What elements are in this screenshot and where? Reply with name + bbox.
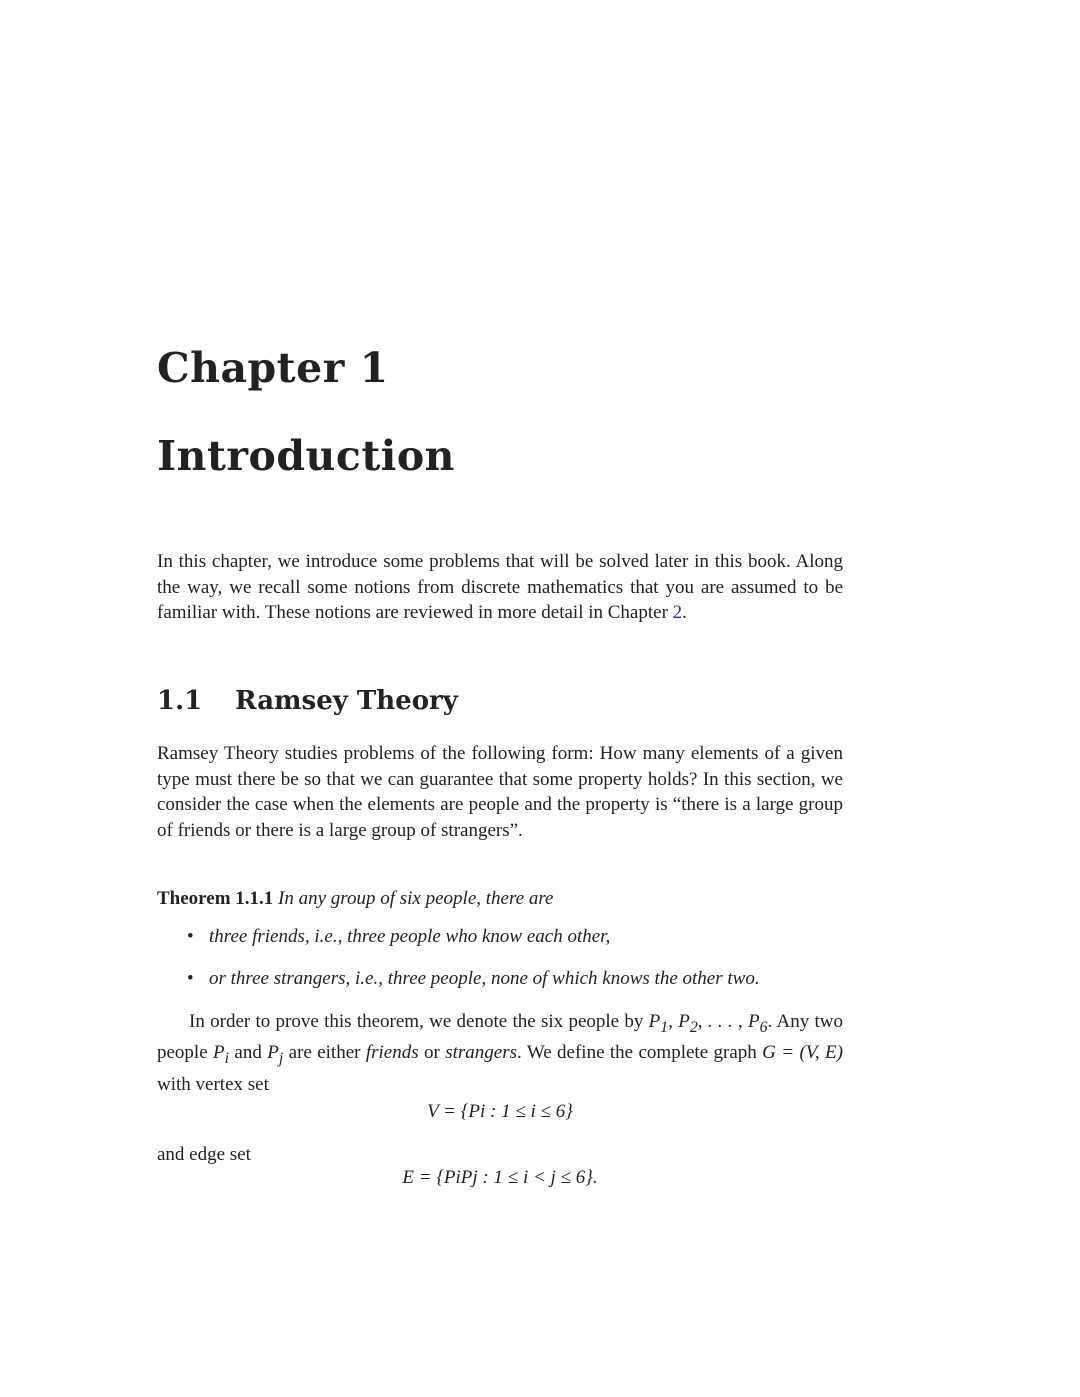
section-heading — [157, 686, 458, 716]
intro-paragraph — [157, 549, 843, 626]
intro-end: . — [682, 602, 687, 624]
edge-set-label: and edge set — [157, 1144, 251, 1165]
chapter-label: Chapter 1 — [157, 344, 389, 392]
intro-text: In this chapter, we introduce some problems that will be solved later in this book. Along the way, we recall some notions from discrete mathematics that you are assumed to be familiar with. These notions are reviewed in more detail in Chapter — [157, 551, 843, 624]
section-number: 1.1 — [157, 686, 203, 716]
proof-text: and — [229, 1042, 268, 1064]
edge-set-equation: E = {PiPj : 1 ≤ i < j ≤ 6}. — [402, 1167, 598, 1188]
list-item — [187, 966, 843, 992]
section-title: Ramsey Theory — [235, 686, 458, 716]
math-people-list: $P_1$, $P_2$, . . . , $P_6$ — [648, 1011, 768, 1036]
bullet-icon: • — [187, 926, 194, 947]
chapter-reference-link[interactable]: 2 — [672, 602, 683, 624]
proof-text: Any two people — [157, 1011, 844, 1064]
ramsey-paragraph: Ramsey Theory studies problems of the following form: How many elements of a given type must there be so that we can guarantee that some property holds? In this section, we consider the case when the elements are people and the property is “there is a large group of friends or there is a large group of strangers”. — [157, 743, 843, 841]
chapter-title: Introduction — [157, 432, 455, 480]
term-friends: friends — [365, 1042, 419, 1064]
math-pj: $P_j$ — [267, 1042, 284, 1068]
proof-text: are either — [283, 1042, 366, 1064]
theorem-statement: In any group of six people, there are — [278, 888, 554, 909]
page — [157, 0, 843, 1397]
term-strangers: strangers — [445, 1042, 518, 1064]
theorem-bullet-list — [187, 924, 843, 1007]
bullet-text: three friends, i.e., three people who know each other, — [209, 926, 611, 947]
proof-text: or — [418, 1042, 446, 1064]
proof-text: with vertex set — [157, 1073, 269, 1095]
bullet-text: or three strangers, i.e., three people, none of which knows the other two. — [209, 967, 760, 989]
vertex-set-equation: V = {Pi : 1 ≤ i ≤ 6} — [427, 1101, 573, 1122]
theorem-label: Theorem 1.1.1 — [157, 888, 274, 909]
theorem — [157, 886, 843, 912]
bullet-icon: • — [187, 967, 194, 989]
math-pi: $P_i$ — [213, 1042, 230, 1068]
proof-text: In order to prove this theorem, we denote the six people by — [189, 1011, 649, 1032]
math-graph: G = (V, E) — [762, 1042, 843, 1064]
list-item — [187, 924, 843, 950]
proof-text: . We define the complete graph — [517, 1042, 763, 1064]
proof-paragraph: In order to prove this theorem, we denote the six people by $P_1$, $P_2$, . . . , $P_6$. Any two people $P_i$ and $P_j$ are either friends or strangers. We define the complete graph G = (V, E) with vertex set — [157, 1011, 844, 1095]
